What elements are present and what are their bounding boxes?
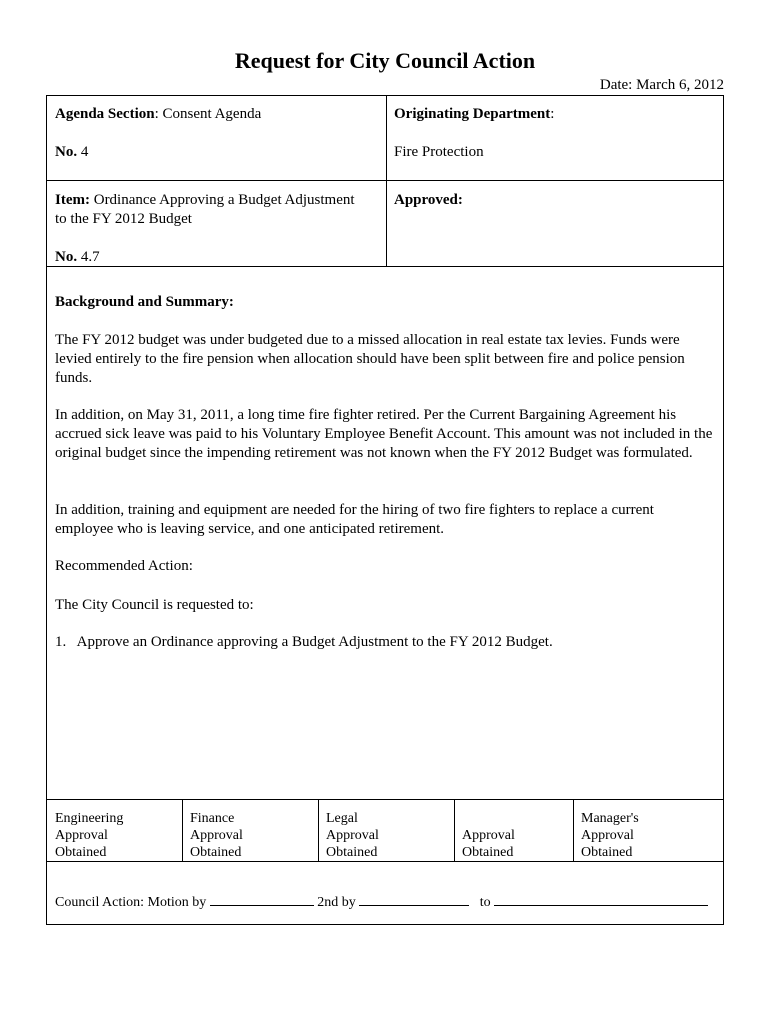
approval-line: Legal bbox=[326, 811, 358, 826]
agenda-section-label: Agenda Section bbox=[55, 106, 155, 122]
motion-by-field[interactable] bbox=[210, 891, 314, 906]
second-by-field[interactable] bbox=[359, 891, 469, 906]
request-form bbox=[46, 95, 724, 925]
approval-line: Obtained bbox=[55, 845, 107, 860]
action-item-1: 1. Approve an Ordinance approving a Budget Adjustment to the FY 2012 Budget. bbox=[55, 634, 553, 650]
generic-approval bbox=[462, 810, 515, 861]
request-intro: The City Council is requested to: bbox=[55, 597, 254, 613]
background-heading: Background and Summary: bbox=[55, 294, 234, 310]
divider bbox=[182, 799, 183, 861]
originating-department bbox=[394, 105, 554, 124]
divider bbox=[47, 861, 723, 862]
to-label: to bbox=[479, 895, 491, 910]
agenda-number-label: No. bbox=[55, 144, 78, 160]
council-action-label: Council Action: Motion by bbox=[55, 895, 207, 910]
divider bbox=[318, 799, 319, 861]
divider bbox=[47, 180, 723, 181]
document-date: Date: March 6, 2012 bbox=[599, 77, 724, 93]
item-text-line1: Ordinance Approving a Budget Adjustment bbox=[89, 192, 355, 208]
department-label: Originating Department bbox=[394, 106, 551, 122]
divider bbox=[454, 799, 455, 861]
to-field[interactable] bbox=[494, 891, 708, 906]
approval-line: Approval bbox=[190, 828, 243, 843]
divider bbox=[573, 799, 574, 861]
item-number-label: No. bbox=[55, 249, 78, 265]
background-paragraph-1: The FY 2012 budget was under budgeted due to a missed allocation in real estate tax levies. Funds were levied entirely to the fire pension when allocation should have been split between fire and police pension funds. bbox=[55, 332, 685, 386]
approval-line: Approval bbox=[326, 828, 379, 843]
approval-line: Engineering bbox=[55, 811, 124, 826]
finance-approval bbox=[190, 810, 243, 861]
item-description bbox=[55, 191, 355, 229]
managers-approval bbox=[581, 810, 639, 861]
item-label: Item: bbox=[55, 192, 90, 208]
item-number-value: 4.7 bbox=[77, 249, 100, 265]
second-by-label: 2nd by bbox=[317, 895, 356, 910]
approval-line: Approval bbox=[581, 828, 634, 843]
page-title: Request for City Council Action bbox=[234, 48, 536, 73]
agenda-number bbox=[55, 143, 88, 162]
background-paragraph-2: In addition, on May 31, 2011, a long time fire fighter retired. Per the Current Bargaining Agreement his accrued sick leave was paid to his Voluntary Employee Benefit Account. This amount was not included in the original budget since the impending retirement was not known when the FY 2012 Budget was formulated. bbox=[55, 407, 713, 461]
agenda-section bbox=[55, 105, 261, 124]
item-text-line2: to the FY 2012 Budget bbox=[55, 211, 192, 227]
legal-approval bbox=[326, 810, 379, 861]
department-value: Fire Protection bbox=[394, 144, 484, 160]
approval-line bbox=[462, 811, 466, 826]
approved-label: Approved: bbox=[394, 192, 463, 208]
department-colon: : bbox=[550, 106, 555, 122]
approval-line: Obtained bbox=[326, 845, 378, 860]
approval-line: Approval bbox=[462, 828, 515, 843]
agenda-number-value: 4 bbox=[77, 144, 89, 160]
divider bbox=[47, 799, 723, 800]
approval-line: Obtained bbox=[581, 845, 633, 860]
recommended-action-heading: Recommended Action: bbox=[55, 558, 193, 574]
approval-line: Manager's bbox=[581, 811, 639, 826]
divider bbox=[47, 266, 723, 267]
approval-line: Approval bbox=[55, 828, 108, 843]
divider bbox=[386, 96, 387, 266]
approval-line: Finance bbox=[190, 811, 235, 826]
background-paragraph-3: In addition, training and equipment are needed for the hiring of two fire fighters to replace a current employee who is leaving service, and one anticipated retirement. bbox=[55, 502, 654, 537]
engineering-approval bbox=[55, 810, 123, 861]
item-number bbox=[55, 248, 100, 267]
council-action bbox=[55, 891, 708, 911]
approval-line: Obtained bbox=[462, 845, 514, 860]
approval-line: Obtained bbox=[190, 845, 242, 860]
agenda-section-value: : Consent Agenda bbox=[154, 106, 262, 122]
